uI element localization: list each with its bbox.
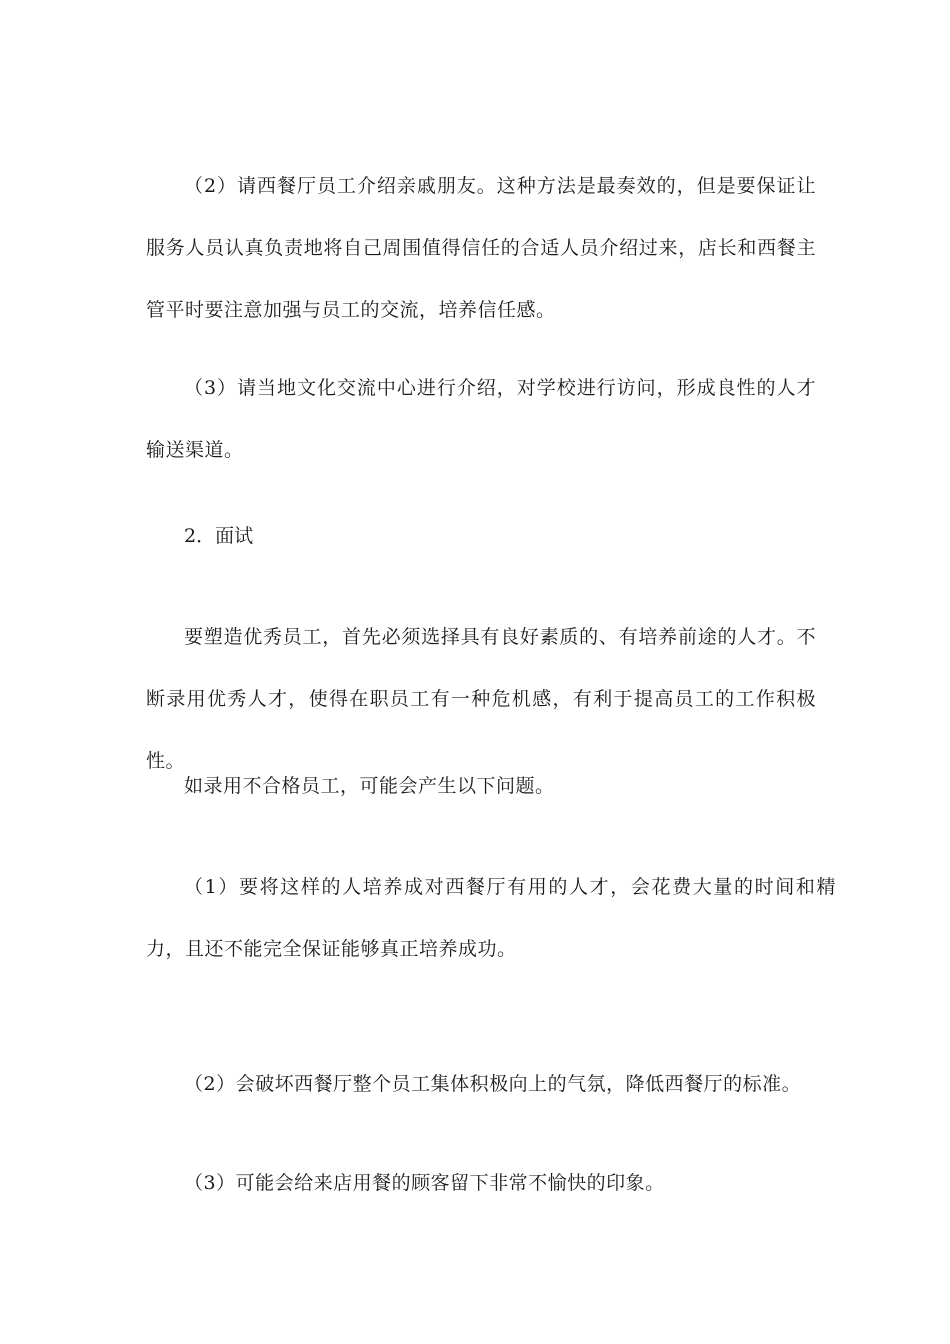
- paragraph-excellent-staff: 要塑造优秀员工，首先必须选择具有良好素质的、有培养前途的人才。不断录用优秀人才，使得在职员工有一种危机感，有利于提高员工的工作积极性。: [146, 626, 816, 772]
- paragraph-problems-intro: 如录用不合格员工，可能会产生以下问题。: [184, 775, 555, 797]
- paragraph-referral: （2）请西餐厅员工介绍亲戚朋友。这种方法是最奏效的，但是要保证让服务人员认真负责地将自己周围值得信任的合适人员介绍过来，店长和西餐主管平时要注意加强与员工的交流，培养信任感。: [146, 175, 816, 321]
- paragraph-problem-2: （2）会破坏西餐厅整个员工集体积极向上的气氛，降低西餐厅的标准。: [184, 1073, 802, 1095]
- section-heading-interview: 2．面试: [184, 525, 254, 547]
- paragraph-problem-1: （1）要将这样的人培养成对西餐厅有用的人才，会花费大量的时间和精力，且还不能完全保证能够真正培养成功。: [146, 876, 836, 960]
- paragraph-problem-3: （3）可能会给来店用餐的顾客留下非常不愉快的印象。: [184, 1172, 665, 1194]
- paragraph-culture-center: （3）请当地文化交流中心进行介绍，对学校进行访问，形成良性的人才输送渠道。: [146, 377, 816, 461]
